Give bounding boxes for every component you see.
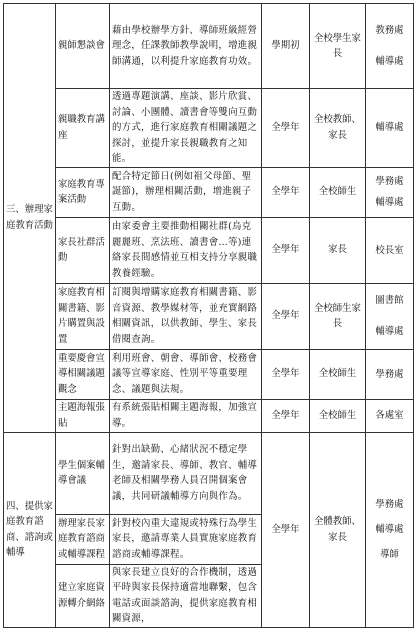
target-cell: 家長 (310, 217, 366, 283)
item-cell: 家庭教育專案活動 (56, 167, 110, 217)
category-cell (4, 432, 56, 627)
description-cell: 利用班會、朝會、導師會、校務會議等宣導家庭、性別平等重要理念、議題與法規。 (110, 349, 262, 399)
category-label: 四、提供家庭教育諮商、諮詢或輔導 (6, 500, 53, 558)
table-row (4, 349, 414, 399)
target-cell: 全校師生 (310, 399, 366, 432)
department-label: 學務處 (375, 368, 404, 380)
item-cell: 家庭教育相關書籍、影片購置與設置 (56, 283, 110, 349)
item-cell: 辦理家長家庭教育諮商或輔導課程 (56, 514, 110, 564)
time-cell: 全學年 (262, 432, 310, 627)
department-cell (366, 217, 414, 283)
item-cell: 親職教育講座 (56, 89, 110, 168)
description-cell: 針對出缺勤、心緒狀況不穩定學生，邀請家長、導師、教官、輔導老師及相關學務人員召開個案會議，共同研議輔導方向與作為。 (110, 432, 262, 514)
item-cell: 學生個案輔導會議 (56, 432, 110, 514)
item-cell: 親師懇談會 (56, 4, 110, 89)
department-cell (366, 349, 414, 399)
department-label: 輔導處 (375, 326, 404, 337)
family-education-plan-table (3, 3, 414, 628)
time-cell: 全學年 (262, 283, 310, 349)
table-row (4, 217, 414, 283)
department-cell (366, 399, 414, 432)
time-cell: 全學年 (262, 167, 310, 217)
table-row (4, 167, 414, 217)
category-cell (4, 4, 56, 433)
description-cell: 與家長建立良好的合作機制，透過平時與家長保持適當地聯繫，包含電話或面談諮詢，提供家庭教育相關資源， (110, 564, 262, 627)
department-label: 各處室 (375, 410, 404, 421)
department-label: 圖書館 (375, 295, 404, 306)
time-cell: 全學年 (262, 217, 310, 283)
department-label: 輔導處 (375, 524, 404, 535)
department-cell (366, 283, 414, 349)
table-row (4, 4, 414, 89)
description-cell: 配合特定節日(例如祖父母節、聖誕節)，辦理相關活動，增進親子互動。 (110, 167, 262, 217)
table-row (4, 432, 414, 514)
time-cell: 全學年 (262, 349, 310, 399)
table-row (4, 399, 414, 432)
department-label: 輔導處 (375, 197, 404, 208)
item-cell: 重要慶會宣導相關議題觀念 (56, 349, 110, 399)
item-cell: 建立家庭資源轉介網絡 (56, 564, 110, 627)
department-label: 輔導處 (375, 56, 404, 67)
description-cell: 由家委會主要推動相關社群(烏克麗麗班、烹法班、讀書會…等)連絡家長間感情並互相支持分享親職教養經驗。 (110, 217, 262, 283)
department-cell (366, 432, 414, 627)
department-cell (366, 167, 414, 217)
description-cell: 訂閱與增購家庭教育相關書籍、影音資源、教學媒材等，並充實網路相關資訊，以供教師、學生、家長借閱查詢。 (110, 283, 262, 349)
department-label: 導師 (380, 549, 399, 560)
department-label: 輔導處 (375, 122, 404, 134)
target-cell: 全校師生 (310, 167, 366, 217)
target-cell: 全校師生家長 (310, 283, 366, 349)
category-label: 三、辦理家庭教育活動 (6, 204, 53, 231)
table-row (4, 283, 414, 349)
description-cell: 有系統張貼相關主題海報，加強宣導。 (110, 399, 262, 432)
department-label: 校長室 (375, 244, 404, 256)
description-cell: 透過專題演講、座談、影片欣賞、討論、小團體、讀書會等雙向互動的方式，進行家庭教育相關議題之探討，並提升家長親職教育之知能。 (110, 89, 262, 168)
description-cell: 藉由學校辦學方針、導師班級經營理念，任課教師教學說明，增進親師溝通，以利提升家庭教育功效。 (110, 4, 262, 89)
description-cell: 針對校內重大違規或特殊行為學生家長，邀請專業人員實施家庭教育諮商或輔導課程。 (110, 514, 262, 564)
department-cell (366, 4, 414, 89)
target-cell: 全校師生 (310, 349, 366, 399)
department-cell (366, 89, 414, 168)
department-label: 學務處 (375, 499, 404, 510)
department-label: 學務處 (375, 176, 404, 187)
time-cell: 全學年 (262, 89, 310, 168)
target-cell: 全校學生家長 (310, 4, 366, 89)
table-row (4, 89, 414, 168)
target-cell: 全校教師、家長 (310, 89, 366, 168)
target-cell: 全體教師、家長 (310, 432, 366, 627)
time-cell: 全學年 (262, 399, 310, 432)
item-cell: 家長社群活動 (56, 217, 110, 283)
department-label: 教務處 (375, 25, 404, 36)
item-cell: 主題海報張貼 (56, 399, 110, 432)
time-cell: 學期初 (262, 4, 310, 89)
